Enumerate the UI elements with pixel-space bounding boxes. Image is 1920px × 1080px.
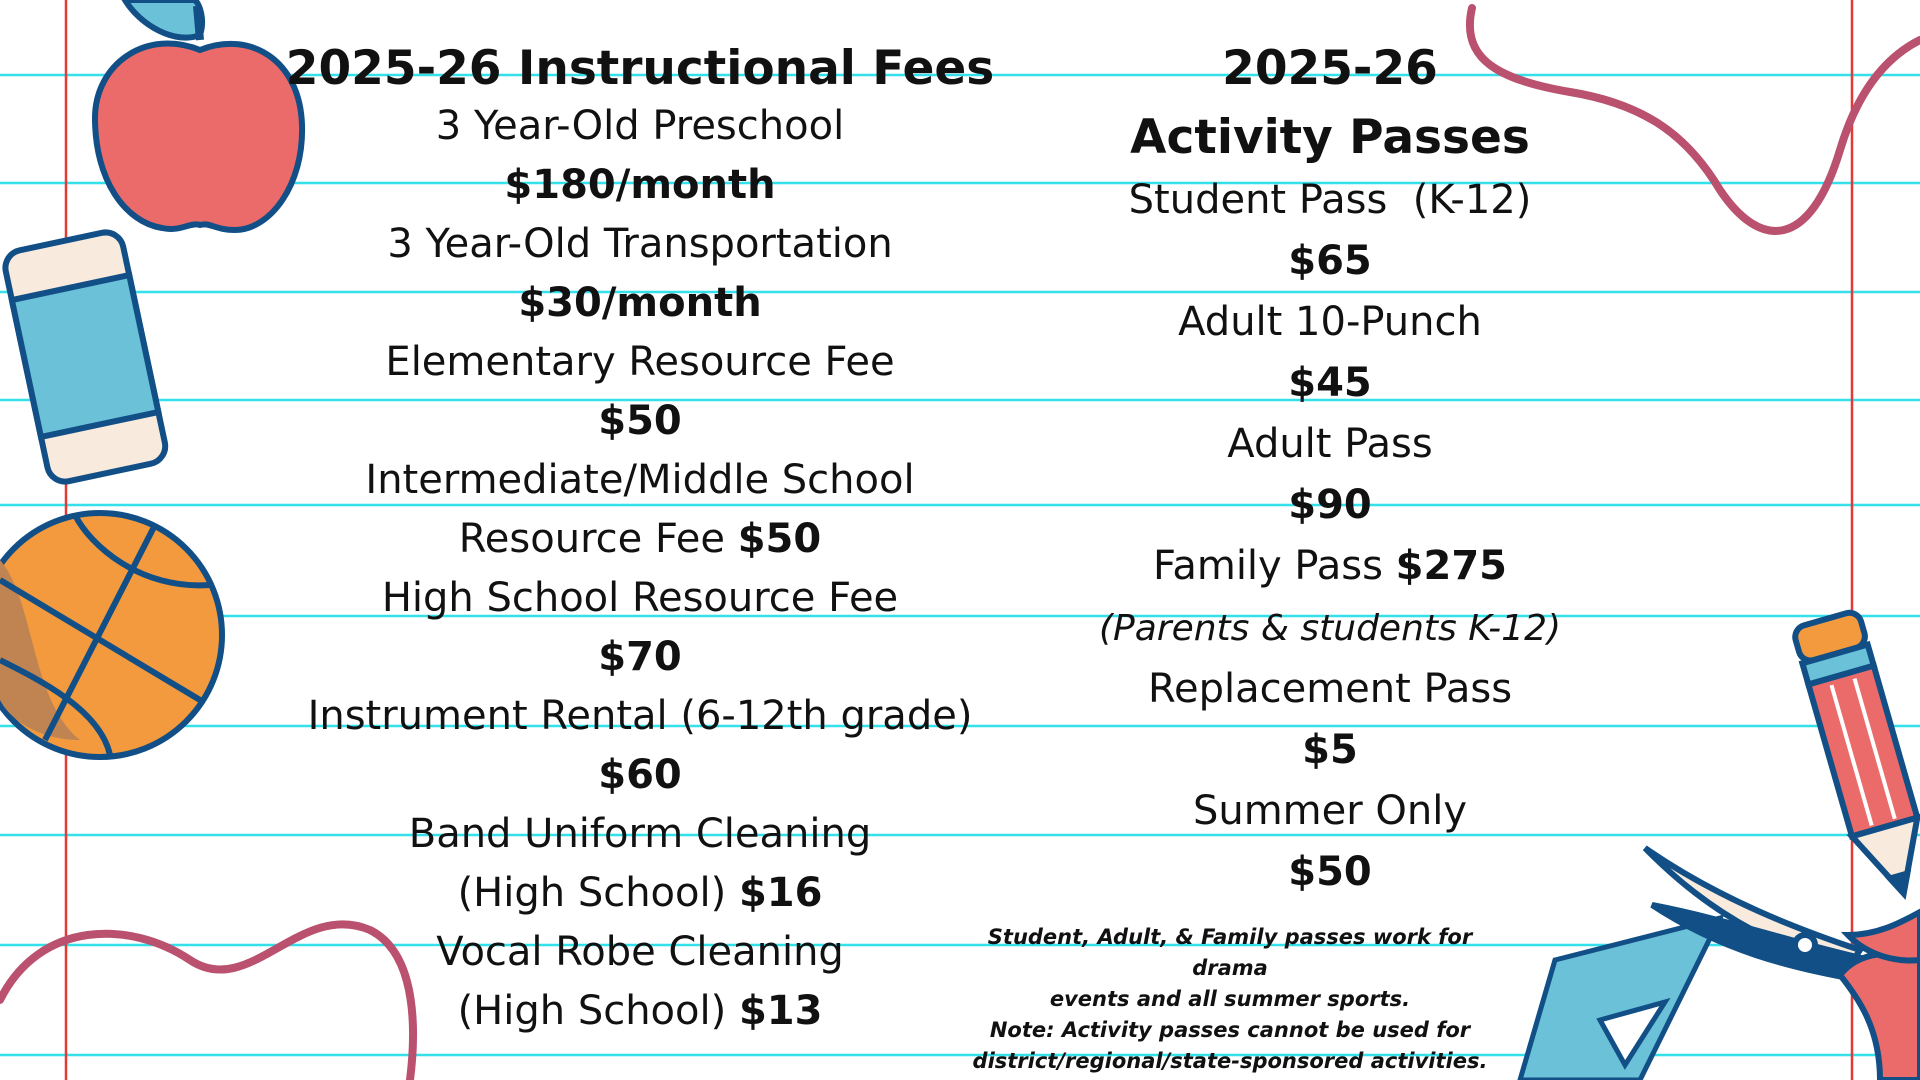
fee-label: High School Resource Fee [381,575,899,621]
fee-price: $180/month [504,162,776,208]
pass-line [1080,781,1580,842]
pass-line [1080,597,1580,659]
pass-price: $275 [1395,543,1507,589]
instructional-fees-column [260,40,1020,1041]
pass-label: Replacement Pass [1147,666,1513,712]
fee-line [260,628,1020,687]
fee-line [260,333,1020,392]
passes-list [1080,170,1580,903]
fee-line [260,451,1020,510]
pass-line [1080,536,1580,597]
pass-price: $50 [1288,849,1372,895]
fee-line [260,510,1020,569]
fee-label: Vocal Robe Cleaning [436,929,844,975]
passes-title-year: 2025-26 [1222,41,1438,96]
pass-line [1080,475,1580,536]
fee-label: 3 Year-Old Preschool [435,103,845,149]
footnote [950,922,1510,1077]
fee-label: (High School) [457,870,739,916]
basketball-icon [0,513,222,757]
pass-price: $5 [1302,727,1358,773]
pass-line [1080,414,1580,475]
pass-price: $65 [1288,238,1372,284]
pass-line [1080,720,1580,781]
fee-line [260,156,1020,215]
fee-label: Instrument Rental (6-12th grade) [307,693,973,739]
fee-label: Band Uniform Cleaning [408,811,872,857]
fees-title: 2025-26 Instructional Fees [285,41,995,96]
pass-label: Adult 10-Punch [1178,299,1482,345]
fee-label: Resource Fee [458,516,738,562]
fee-label: Elementary Resource Fee [385,339,895,385]
pass-line [1080,292,1580,353]
fee-price: $30/month [518,280,762,326]
pass-label: Student Pass (K-12) [1128,177,1532,223]
pass-price: $90 [1288,482,1372,528]
passes-title: Activity Passes [1130,110,1530,165]
fee-line [260,569,1020,628]
fee-label: (High School) [457,988,739,1034]
fee-line [260,97,1020,156]
footnote-line: Student, Adult, & Family passes work for drama [987,925,1473,980]
pass-label: Summer Only [1192,788,1468,834]
eraser-icon [2,229,168,485]
fee-price: $60 [598,752,682,798]
fee-price: $70 [598,634,682,680]
fees-list [260,97,1020,1041]
footnote-line: Note: Activity passes cannot be used for [989,1018,1471,1042]
fee-line [260,687,1020,746]
fee-price: $13 [738,988,823,1034]
footnote-line: events and all summer sports. [1049,987,1411,1011]
pass-line [1080,842,1580,903]
pass-label: Adult Pass [1227,421,1433,467]
fee-label: 3 Year-Old Transportation [387,221,893,267]
pass-line [1080,231,1580,292]
fee-line [260,805,1020,864]
pass-price: $45 [1288,360,1372,406]
fee-line [260,215,1020,274]
pass-line [1080,659,1580,720]
fee-line [260,274,1020,333]
activity-passes-column [1080,40,1580,903]
fee-label: Intermediate/Middle School [365,457,915,503]
fee-price: $50 [598,398,682,444]
fee-price: $16 [738,870,823,916]
fee-line [260,982,1020,1041]
footnote-line: district/regional/state-sponsored activities. [972,1049,1488,1073]
fee-line [260,923,1020,982]
fee-line [260,746,1020,805]
fee-line [260,864,1020,923]
fee-line [260,392,1020,451]
pencil-icon [1792,610,1920,903]
pass-note: (Parents & students K-12) [1098,608,1562,649]
fee-price: $50 [737,516,822,562]
pass-label: Family Pass [1153,543,1396,589]
pass-line [1080,170,1580,231]
pass-line [1080,353,1580,414]
